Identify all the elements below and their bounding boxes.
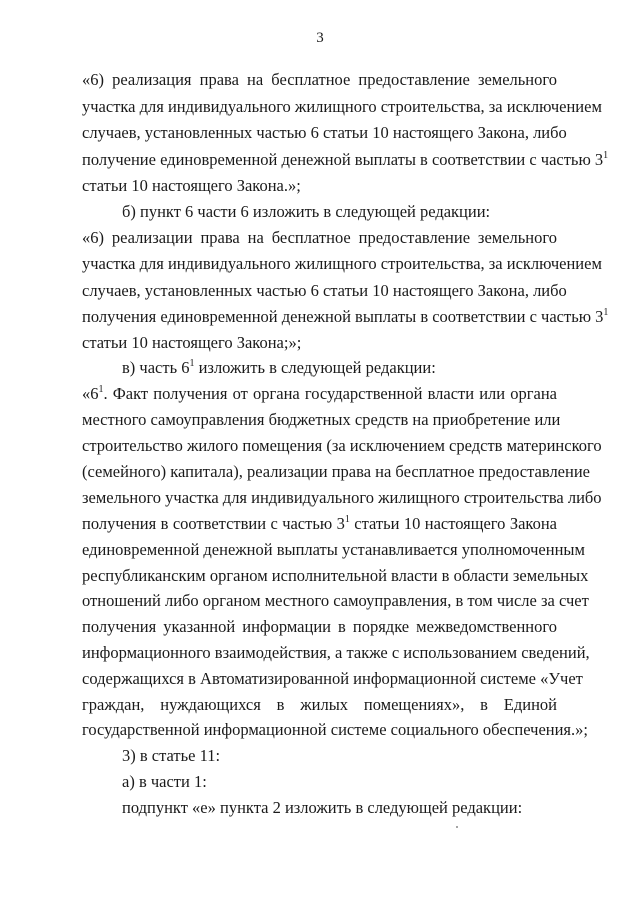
text-line: строительство жилого помещения (за исключением средств материнского bbox=[82, 436, 602, 455]
text-line: «$6^1$. Факт получения от органа государственной власти или органа bbox=[82, 384, 557, 403]
text-line: участка для индивидуального жилищного строительства, за исключением bbox=[82, 97, 602, 116]
text-line: «6) реализации права на бесплатное предоставление земельного bbox=[82, 228, 557, 247]
text-line: содержащихся в Автоматизированной информационной системе «Учет bbox=[82, 669, 583, 688]
text-line: 3) в статье 11: bbox=[122, 746, 221, 765]
text-line: получения единовременной денежной выплаты в соответствии с частью $3^1$ bbox=[82, 307, 609, 326]
text-line: статьи 10 настоящего Закона;»; bbox=[82, 333, 302, 352]
scan-speck bbox=[456, 826, 458, 828]
superscript: 1 bbox=[344, 514, 350, 525]
text-line: граждан, нуждающихся в жилых помещениях», в Единой bbox=[82, 695, 557, 714]
text-line: участка для индивидуального жилищного строительства, за исключением bbox=[82, 254, 602, 273]
page-number: 3 bbox=[316, 30, 324, 46]
text-line: земельного участка для индивидуального жилищного строительства либо bbox=[82, 488, 602, 507]
superscript: 1 bbox=[603, 307, 609, 318]
text-line: случаев, установленных частью 6 статьи 10 настоящего Закона, либо bbox=[82, 281, 567, 300]
text-line: (семейного) капитала), реализации права на бесплатное предоставление bbox=[82, 462, 590, 481]
superscript: 1 bbox=[189, 358, 195, 369]
text-line: отношений либо органом местного самоуправления, в том числе за счет bbox=[82, 591, 589, 610]
text-line: «6) реализация права на бесплатное предоставление земельного bbox=[82, 70, 557, 89]
text-line: получения указанной информации в порядке межведомственного bbox=[82, 617, 557, 636]
text-line: получения в соответствии с частью $3^1$ статьи 10 настоящего Закона bbox=[82, 514, 557, 533]
text-line: получение единовременной денежной выплаты в соответствии с частью $3^1$ bbox=[82, 150, 609, 169]
text-line: случаев, установленных частью 6 статьи 10 настоящего Закона, либо bbox=[82, 123, 567, 142]
superscript: 1 bbox=[98, 384, 104, 395]
text-line: государственной информационной системе социального обеспечения.»; bbox=[82, 720, 588, 739]
text-line: местного самоуправления бюджетных средств на приобретение или bbox=[82, 410, 561, 429]
text-line: статьи 10 настоящего Закона.»; bbox=[82, 176, 301, 195]
text-line: республиканским органом исполнительной власти в области земельных bbox=[82, 566, 589, 585]
text-line: информационного взаимодействия, а также с использованием сведений, bbox=[82, 643, 590, 662]
superscript: 1 bbox=[603, 150, 609, 161]
text-line: а) в части 1: bbox=[122, 772, 207, 791]
text-line: подпункт «е» пункта 2 изложить в следующей редакции: bbox=[122, 798, 523, 817]
text-line: единовременной денежной выплаты устанавливается уполномоченным bbox=[82, 540, 585, 559]
text-line: в) часть $6^1$ изложить в следующей редакции: bbox=[122, 358, 436, 377]
text-line: б) пункт 6 части 6 изложить в следующей редакции: bbox=[122, 202, 491, 221]
